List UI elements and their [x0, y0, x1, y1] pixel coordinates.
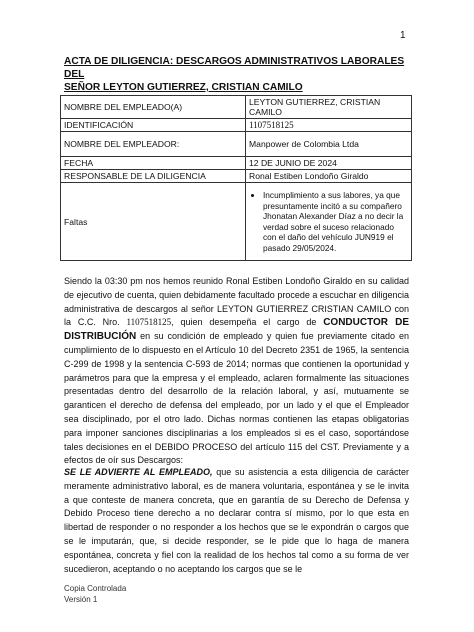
title-line-2: SEÑOR LEYTON GUTIERREZ, CRISTIAN CAMILO: [64, 82, 303, 93]
paragraph-advertencia: [64, 466, 409, 576]
page-number: 1: [400, 30, 406, 41]
title-line-1: ACTA DE DILIGENCIA: DESCARGOS ADMINISTRATIVOS LABORALES DEL: [64, 56, 405, 80]
intro-cc-number: 1107518125: [126, 317, 172, 328]
label-date: FECHA: [61, 157, 246, 170]
table-row: [61, 183, 412, 261]
value-responsible: Ronal Estiben Londoño Giraldo: [246, 170, 412, 183]
intro-text-2: , quien desempeña el cargo de: [171, 317, 324, 328]
advertencia-lead: SE LE ADVIERTE AL EMPLEADO,: [64, 467, 213, 477]
intro-cargo: CONDUCTOR DE DISTRIBUCIÓN: [64, 317, 409, 343]
table-row: [61, 119, 412, 132]
label-employee-name: NOMBRE DEL EMPLEADO(A): [61, 96, 246, 119]
employee-info-table: [60, 95, 412, 261]
value-date: 12 DE JUNIO DE 2024: [246, 157, 412, 170]
intro-text-3: en su condición de empleado y quien fue previamente citado en cumplimiento de lo dispuesto en el Artículo 10 del Decreto 2351 de 1965, la sentencia C-299 de 1998 y la sentencia C-593 de 2014; normas que contienen la oportunidad y parámetros para que la empresa y el empleado, aclaren formalmente las situaciones presentadas dentro del desarrollo de la relación laboral, y así, mutuamente se garanticen el derecho de defensa del empleado, por un lado y el que el Empleador sea disciplinado, por el otro lado. Dichas normas contienen las etapas obligatorias para imponer sanciones disciplinarias a los empleados si es el caso, soportándose tales decisiones en el DEBIDO PROCESO del artículo 115 del CST. Previamente y a efectos de oír sus Descargos:: [64, 331, 409, 466]
table-row: [61, 157, 412, 170]
value-identification: 1107518125: [246, 119, 412, 132]
value-faltas: [246, 183, 412, 261]
intro-text-1: Siendo la 03:30 pm nos hemos reunido Ronal Estiben Londoño Giraldo en su calidad de ejecutivo de cuenta, quien debidamente facultado procede a escuchar en diligencia administrativa de descargos al señor LEYTON GUTIERREZ CRISTIAN CAMILO con la C.C. Nro.: [64, 276, 409, 328]
label-responsible: RESPONSABLE DE LA DILIGENCIA: [61, 170, 246, 183]
table-row: [61, 96, 412, 119]
document-title: [64, 55, 409, 94]
advertencia-text: que su asistencia a esta diligencia de carácter meramente administrativo laboral, es de manera voluntaria, espontánea y se le invita a que conteste de manera concreta, que en garantía de su Derecho de Defensa y Debido Proceso tiene derecho a no declarar contra sí mismo, por lo que esta en libertad de responder o no responder a los hechos que se le expondrán o cargos que se le imputarán, que, si decide responder, se le pide que lo haga de manera espontánea, concreta y fiel con la realidad de los hechos tal como a su forma de ver sucedieron, aceptando o no aceptando los cargos que se le: [64, 467, 409, 574]
value-employee-name: LEYTON GUTIERREZ, CRISTIAN CAMILO: [246, 96, 412, 119]
label-faltas: Faltas: [61, 183, 246, 261]
footer-line-2: Versión 1: [64, 595, 98, 604]
table-row: [61, 170, 412, 183]
label-employer-name: NOMBRE DEL EMPLEADOR:: [61, 132, 246, 157]
footer: [64, 583, 126, 605]
faltas-item: • Incumplimiento a sus labores, ya que presuntamente incitó a su compañero Jhonatan Alexander Díaz a no decir la verdad sobre el suceso relacionado con el daño del vehículo JUN919 el pasado 29/05/2024.: [263, 190, 408, 253]
label-identification: IDENTIFICACIÓN: [61, 119, 246, 132]
paragraph-intro: [64, 275, 409, 468]
table-row: [61, 132, 412, 157]
value-employer-name: Manpower de Colombia Ltda: [246, 132, 412, 157]
faltas-list: [249, 190, 408, 253]
footer-line-1: Copia Controlada: [64, 584, 127, 593]
